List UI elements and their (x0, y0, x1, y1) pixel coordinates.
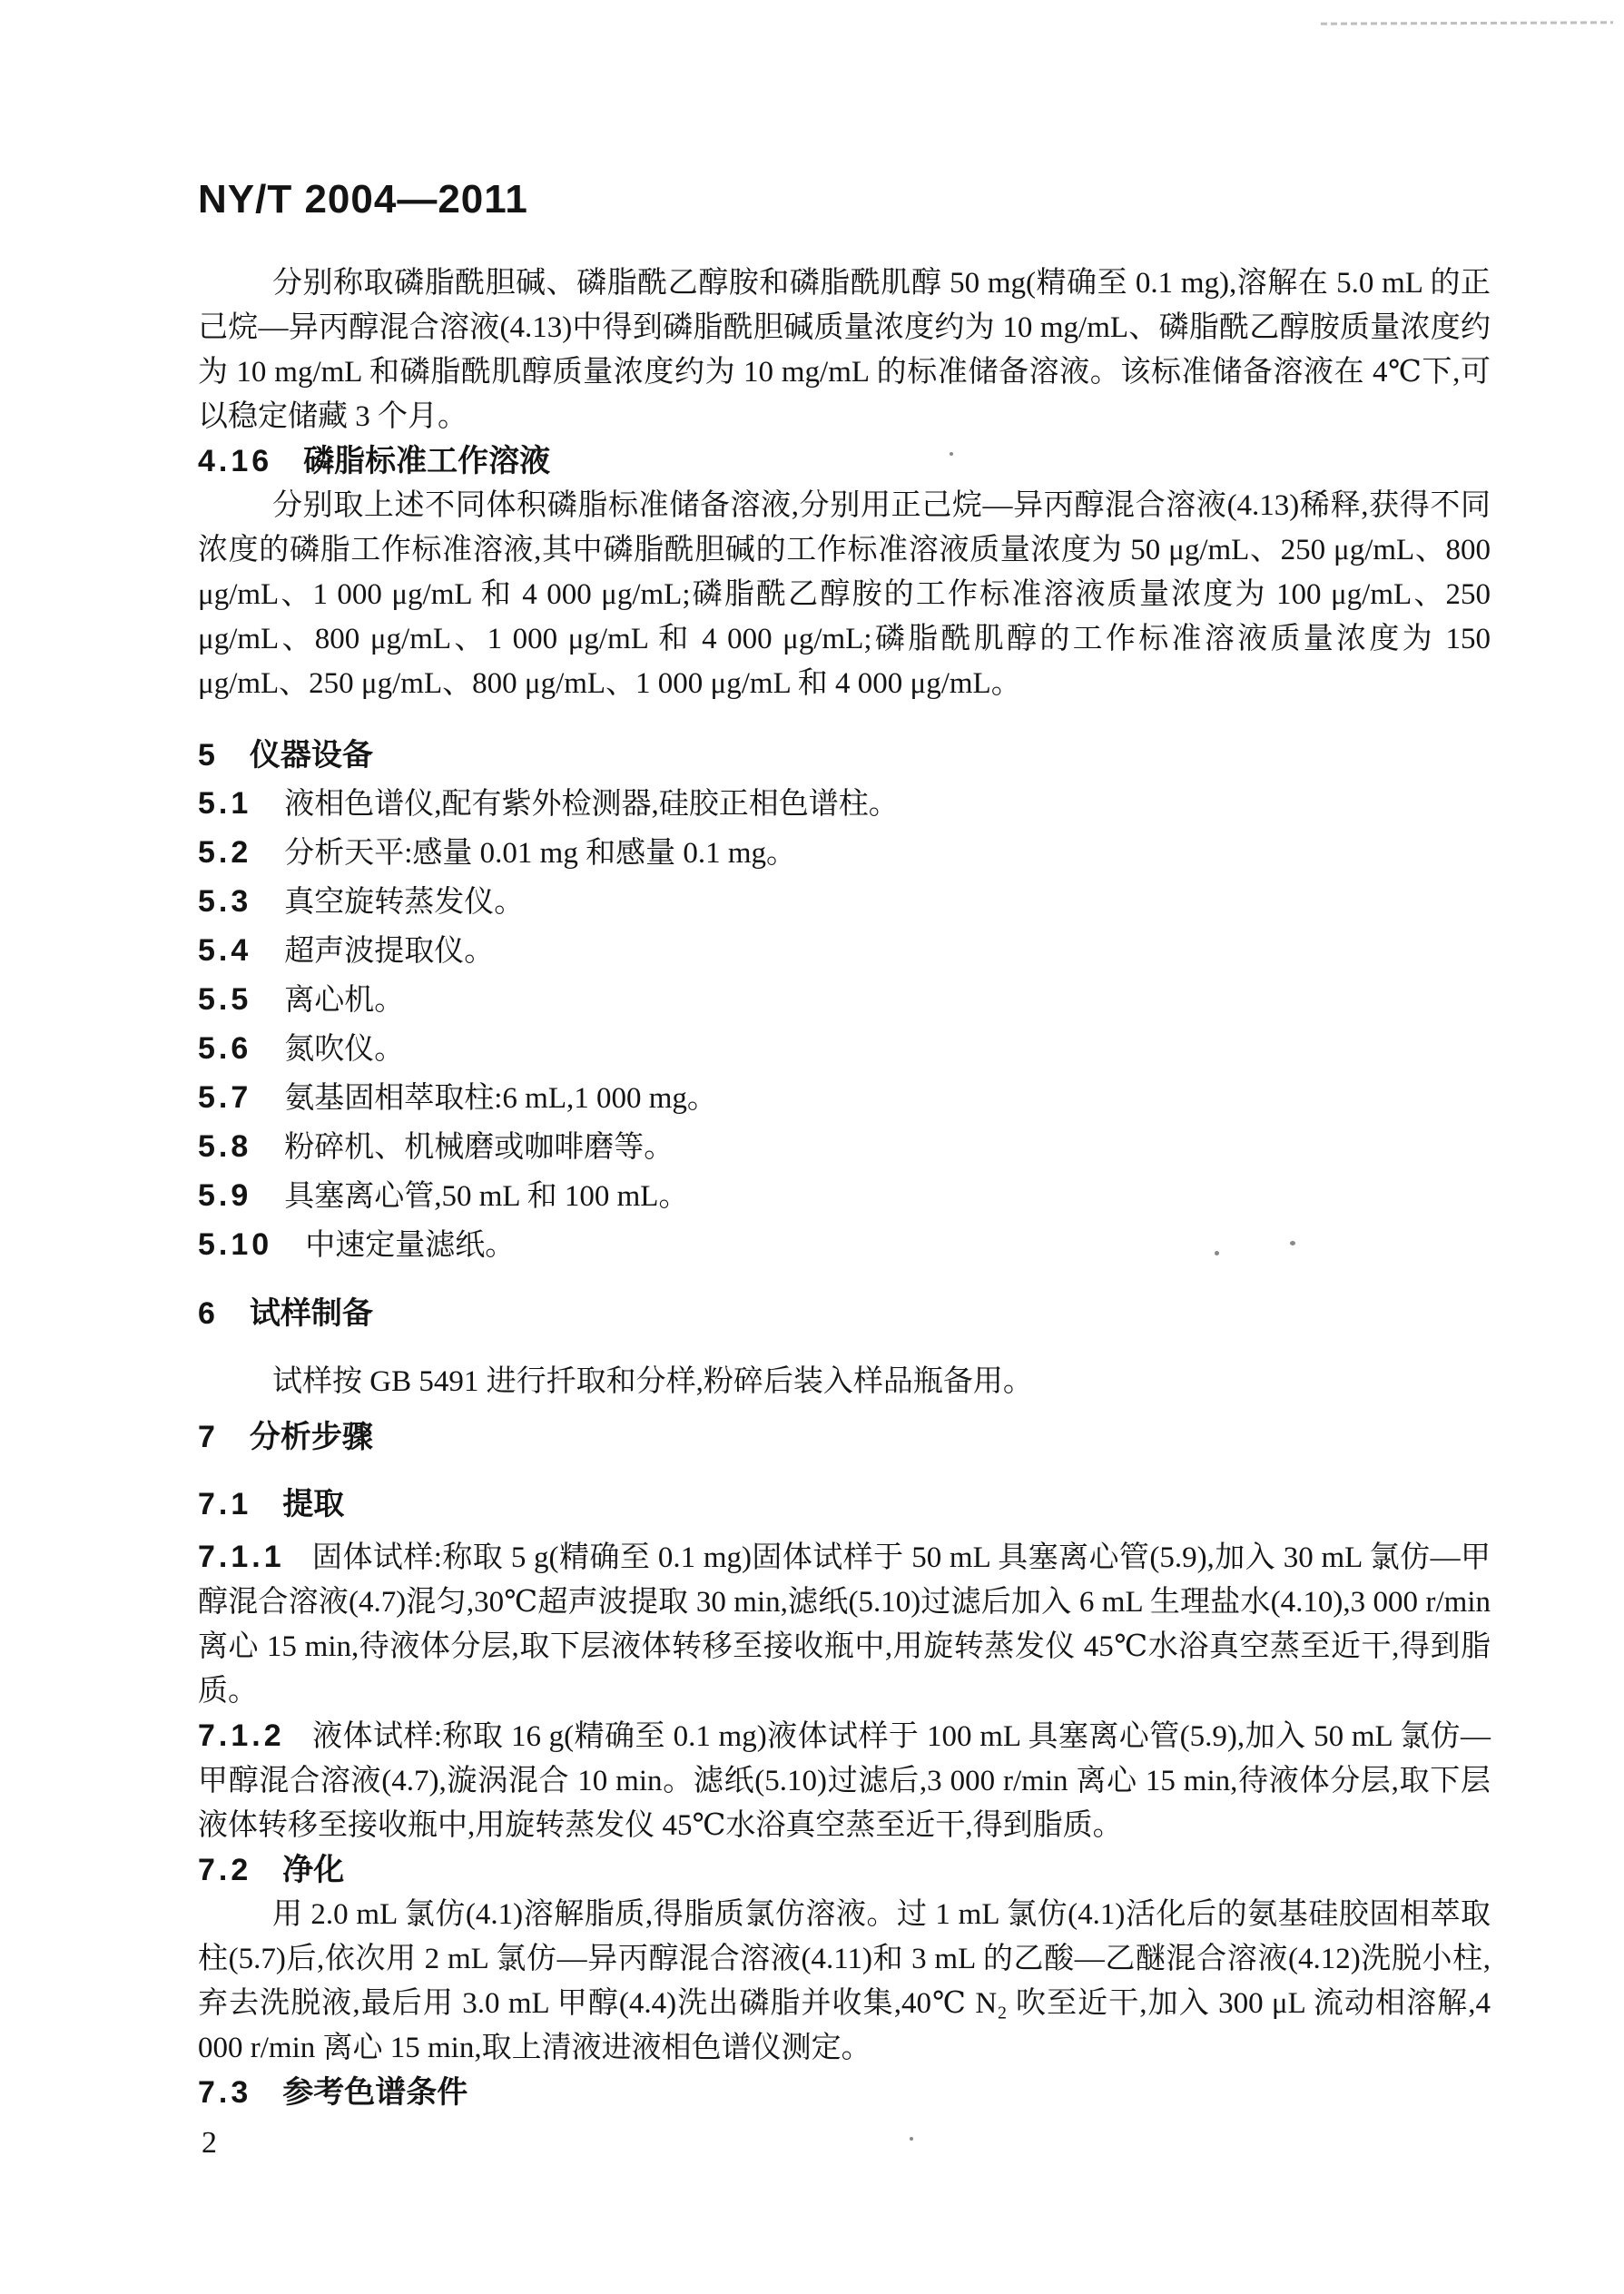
section-number: 7.2 (198, 1853, 252, 1887)
intro-paragraph: 分别称取磷脂酰胆碱、磷脂酰乙醇胺和磷脂酰肌醇 50 mg(精确至 0.1 mg),溶解在 5.0 mL 的正己烷—异丙醇混合溶液(4.13)中得到磷脂酰胆碱质量浓度约为 10 mg/mL、磷脂酰乙醇胺质量浓度约为 10 mg/mL 和磷脂酰肌醇质量浓度约为 10 mg/mL 的标准储备溶液。该标准储备溶液在 4℃下,可以稳定储藏 3 个月。 (198, 267, 1491, 433)
section-number: 7.1 (198, 1487, 252, 1521)
section-title: 提取 (282, 1487, 345, 1521)
section-7-heading (198, 1415, 1491, 1460)
clause-number: 5.4 (198, 933, 252, 968)
equipment-item (198, 1221, 1491, 1270)
clause-text: 固体试样:称取 5 g(精确至 0.1 mg)固体试样于 50 mL 具塞离心管(5.9),加入 30 mL 氯仿—甲醇混合溶液(4.7)混匀,30℃超声波提取 30 min,滤纸(5.10)过滤后加入 6 mL 生理盐水(4.10),3 000 r/min 离心 15 min,待液体分层,取下层液体转移至接收瓶中,用旋转蒸发仪 45℃水浴真空蒸至近干,得到脂质。 (198, 1541, 1491, 1708)
clause-text: 真空旋转蒸发仪。 (284, 886, 525, 919)
section-4-16-body: 分别取上述不同体积磷脂标准储备溶液,分别用正己烷—异丙醇混合溶液(4.13)稀释,获得不同浓度的磷脂工作标准溶液,其中磷脂酰胆碱的工作标准溶液质量浓度为 50 μg/mL、250 μg/mL、800 μg/mL、1 000 μg/mL 和 4 000 μg/mL;磷脂酰乙醇胺的工作标准溶液质量浓度为 100 μg/mL、250 μg/mL、800 μg/mL、1 000 μg/mL 和 4 000 μg/mL;磷脂酰肌醇的工作标准溶液质量浓度为 150 μg/mL、250 μg/mL、800 μg/mL、1 000 μg/mL 和 4 000 μg/mL。 (198, 489, 1491, 700)
standard-code-header: NY/T 2004—2011 (198, 177, 528, 222)
equipment-item (198, 1123, 1491, 1172)
section-title: 净化 (282, 1853, 345, 1887)
clause-number: 5.2 (198, 835, 252, 870)
subsection-7-3-heading (198, 2071, 1491, 2115)
clause-text: 中速定量滤纸。 (305, 1229, 516, 1262)
subsection-7-2-heading (198, 1848, 1491, 1893)
clause-number: 5.8 (198, 1129, 252, 1164)
page-content (198, 0, 1491, 2165)
clause-number: 5.9 (198, 1178, 252, 1213)
clause-text: 离心机。 (284, 984, 405, 1017)
clause-number: 5.6 (198, 1031, 252, 1066)
clause-number: 5.7 (198, 1080, 252, 1115)
subsection-7-1-heading (198, 1482, 1491, 1527)
section-number: 6 (198, 1296, 219, 1331)
clause-text: 液体试样:称取 16 g(精确至 0.1 mg)液体试样于 100 mL 具塞离心管(5.9),加入 50 mL 氯仿—甲醇混合溶液(4.7),漩涡混合 10 min。滤纸(5.10)过滤后,3 000 r/min 离心 15 min,待液体分层,取下层液体转移至接收瓶中,用旋转蒸发仪 45℃水浴真空蒸至近干,得到脂质。 (198, 1720, 1491, 1842)
section-4-16-heading (198, 439, 1491, 484)
equipment-item (198, 927, 1491, 976)
equipment-item (198, 780, 1491, 829)
clause-number: 5.1 (198, 786, 252, 821)
clause-number: 5.10 (198, 1227, 273, 1262)
equipment-item (198, 1172, 1491, 1221)
clause-text: 氨基固相萃取柱:6 mL,1 000 mg。 (284, 1082, 717, 1115)
clause-text: 分析天平:感量 0.01 mg 和感量 0.1 mg。 (284, 837, 797, 870)
paragraph-7-1-2 (198, 1714, 1491, 1848)
clause-text: 液相色谱仪,配有紫外检测器,硅胶正相色谱柱。 (284, 788, 899, 821)
equipment-item (198, 1025, 1491, 1074)
equipment-item (198, 829, 1491, 878)
section-title: 试样制备 (249, 1296, 373, 1331)
section-number: 7 (198, 1420, 219, 1454)
section-number: 7.3 (198, 2075, 252, 2110)
clause-text: 氮吹仪。 (284, 1033, 405, 1066)
clause-text: 具塞离心管,50 mL 和 100 mL。 (284, 1180, 689, 1213)
clause-number: 5.3 (198, 884, 252, 919)
clause-number: 7.1.1 (198, 1540, 285, 1574)
clause-number: 5.5 (198, 982, 252, 1017)
paragraph-7-1-1 (198, 1535, 1491, 1714)
section-7-2-body: 用 2.0 mL 氯仿(4.1)溶解脂质,得脂质氯仿溶液。过 1 mL 氯仿(4.1)活化后的氨基硅胶固相萃取柱(5.7)后,依次用 2 mL 氯仿—异丙醇混合溶液(4.11)和 3 mL 的乙酸—乙醚混合溶液(4.12)洗脱小柱,弃去洗脱液,最后用 3.0 mL 甲醇(4.4)洗出磷脂并收集,40℃ N₂ 吹至近干,加入 300 μL 流动相溶解,4 000 r/min 离心 15 min,取上清液进液相色谱仪测定。 (198, 1898, 1491, 2064)
section-number: 5 (198, 738, 219, 773)
section-title: 磷脂标准工作溶液 (303, 444, 551, 478)
section-title: 仪器设备 (249, 738, 373, 773)
section-6-body: 试样按 GB 5491 进行扦取和分样,粉碎后装入样品瓶备用。 (272, 1365, 1033, 1398)
clause-number: 7.1.2 (198, 1718, 285, 1753)
equipment-list (198, 780, 1491, 1270)
section-6-heading (198, 1292, 1491, 1336)
section-title: 参考色谱条件 (282, 2075, 468, 2110)
equipment-item (198, 1074, 1491, 1123)
equipment-item (198, 878, 1491, 927)
equipment-item (198, 976, 1491, 1025)
section-number: 4.16 (198, 444, 273, 478)
page-number: 2 (202, 2126, 217, 2160)
section-title: 分析步骤 (249, 1420, 373, 1454)
section-5-heading (198, 733, 1491, 778)
clause-text: 超声波提取仪。 (284, 935, 495, 968)
clause-text: 粉碎机、机械磨或咖啡磨等。 (284, 1131, 674, 1164)
